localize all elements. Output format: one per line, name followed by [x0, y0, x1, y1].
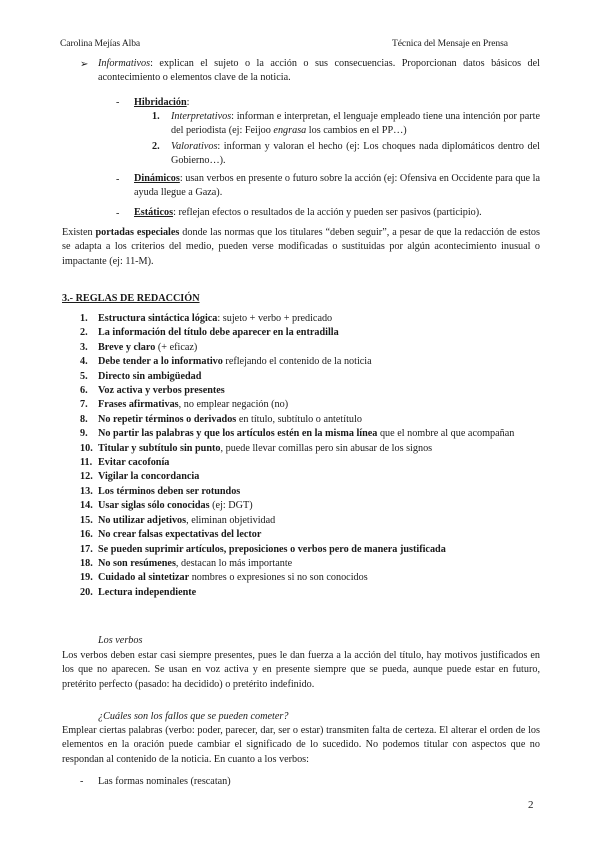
fallos-heading: ¿Cuáles son los fallos que se pueden cometer?: [98, 711, 289, 722]
estaticos-paragraph: [134, 206, 540, 220]
item-number: 2.: [152, 140, 160, 152]
item-term: Interpretativos: [171, 111, 232, 122]
fallos-paragraph: Emplear ciertas palabras (verbo: poder, parecer, dar, ser o estar) transmiten falta de certeza. El alterar el orden de los elementos en la oración puede cambiar el significado de lo sucedido. No podemos titular con aspectos que no respondan al contenido de la noticia. En cuanto a los verbos:: [62, 725, 540, 765]
item-number: 1.: [152, 111, 160, 122]
rule-number: 13.: [80, 485, 93, 497]
rule-item: [80, 312, 540, 326]
item-text: : informan e interpretan, el lenguaje empleado tiene una intención por parte del periodista (ej: Feijoo: [171, 111, 540, 137]
rule-item: [80, 586, 540, 600]
item-emphasis: engrasa: [273, 125, 307, 137]
hibridacion-dash: -: [116, 97, 120, 108]
rule-detail: , puede llevar comillas pero sin abusar de los signos: [220, 442, 433, 454]
rule-title: Estructura sintáctica lógica: [98, 313, 218, 324]
rule-title: Breve y claro: [98, 341, 156, 353]
rule-item: [80, 326, 540, 340]
rule-item: [80, 514, 540, 528]
header-author: Carolina Mejías Alba: [60, 38, 141, 49]
rule-item: [80, 370, 540, 384]
rule-number: 9.: [80, 428, 88, 440]
rule-number: 20.: [80, 586, 93, 598]
item-text: : informan y valoran el hecho (ej: Los choques nada diplomáticos dentro del Gobierno…).: [171, 140, 540, 167]
rule-title: Debe tender a lo informativo: [98, 356, 223, 368]
rule-detail: en título, subtítulo o antetítulo: [236, 413, 362, 425]
rule-title: Voz activa y verbos presentes: [98, 385, 225, 397]
rule-item: [80, 571, 540, 585]
rule-item: [80, 456, 540, 470]
informativos-text: : explican el sujeto o la acción o sus consecuencias. Proporcionan datos básicos del acontecimiento o elementos clave de la noticia.: [98, 58, 540, 84]
dinamicos-term: Dinámicos: [134, 173, 180, 184]
fallos-item: Las formas nominales (rescatan): [98, 776, 231, 787]
rule-detail: (ej: DGT): [209, 500, 253, 512]
rules-list: [80, 312, 540, 600]
rule-item: [80, 398, 540, 412]
rule-number: 19.: [80, 572, 93, 584]
rule-detail: : sujeto + verbo + predicado: [217, 313, 333, 324]
rule-detail: , destacan lo más importante: [175, 557, 293, 569]
portadas-term: portadas especiales: [95, 227, 180, 238]
rule-title: Usar siglas sólo conocidas: [98, 500, 210, 512]
rule-title: Frases afirmativas: [98, 399, 179, 411]
rule-number: 11.: [80, 457, 93, 469]
rule-item: [80, 384, 540, 398]
verbos-paragraph: Los verbos deben estar casi siempre presentes, pues le dan fuerza a la acción del título, hay motivos justificados en los que no aparecen. Se usan en voz activa y en presente siempre que se pueda, aunque puede estar en futuro, pretérito perfecto (pasado: ha decidido) o pretérito indefinido.: [62, 650, 540, 690]
rule-item: [80, 355, 540, 369]
dinamicos-paragraph: [134, 172, 540, 201]
rule-item: [80, 470, 540, 484]
item-text-end: los cambios en el PP…): [306, 125, 407, 137]
rule-item: [80, 485, 540, 499]
portadas-paragraph: [62, 226, 540, 269]
rule-title: No utilizar adjetivos: [98, 514, 187, 526]
rule-detail: nombres o expresiones si no son conocidos: [189, 572, 368, 584]
estaticos-text: : reflejan efectos o resultados de la acción y pueden ser pasivos (participio).: [173, 207, 482, 218]
rule-title: Vigilar la concordancia: [98, 471, 200, 483]
arrow-bullet-icon: ➢: [80, 59, 89, 70]
header-course: Técnica del Mensaje en Prensa: [392, 38, 508, 49]
section-title: 3.- REGLAS DE REDACCIÓN: [62, 293, 200, 304]
rule-number: 12.: [80, 471, 93, 483]
rule-number: 7.: [80, 399, 88, 411]
rule-detail: , no emplear negación (no): [178, 399, 289, 411]
rule-title: No partir las palabras y que los artículos estén en la misma línea: [98, 428, 378, 440]
rule-number: 1.: [80, 313, 88, 324]
rule-number: 2.: [80, 327, 88, 339]
estaticos-term: Estáticos: [134, 207, 174, 218]
rule-title: Titular y subtítulo sin punto: [98, 442, 221, 454]
rule-number: 17.: [80, 543, 93, 555]
estaticos-dash: -: [116, 208, 120, 219]
hibridacion-item: [152, 140, 540, 169]
rule-item: [80, 442, 540, 456]
rule-detail: , eliminan objetividad: [186, 514, 276, 526]
hibridacion-heading: [134, 96, 190, 110]
rule-detail: (+ eficaz): [155, 341, 198, 353]
informativos-paragraph: [98, 57, 540, 86]
rule-number: 6.: [80, 385, 88, 397]
rule-title: Directo sin ambigüedad: [98, 370, 202, 382]
verbos-heading: Los verbos: [98, 635, 143, 646]
hibridacion-colon: :: [186, 97, 190, 108]
rule-title: Evitar cacofonía: [98, 457, 170, 469]
informativos-term: Informativos: [98, 58, 151, 69]
rule-number: 8.: [80, 413, 88, 425]
rule-number: 14.: [80, 500, 93, 512]
hibridacion-term: Hibridación: [134, 97, 187, 108]
rule-item: [80, 543, 540, 557]
rule-number: 4.: [80, 356, 88, 368]
portadas-pre: Existen: [62, 227, 96, 238]
rule-item: [80, 341, 540, 355]
rule-detail: reflejando el contenido de la noticia: [222, 356, 372, 368]
rule-item: [80, 413, 540, 427]
hibridacion-item: [152, 110, 540, 139]
fallos-dash: -: [80, 776, 84, 787]
rule-number: 15.: [80, 514, 93, 526]
portadas-text: donde las normas que los titulares “deben seguir”, a pesar de que la redacción de estos se adapta a los criterios del medio, pueden verse modificadas o sustituidas por algún acontecimiento inusual o impactante (ej: 11-M).: [62, 227, 540, 267]
rule-number: 5.: [80, 370, 88, 382]
rule-title: No crear falsas expectativas del lector: [98, 529, 262, 541]
rule-title: Los términos deben ser rotundos: [98, 485, 241, 497]
hibridacion-list: [152, 110, 540, 169]
rule-item: [80, 528, 540, 542]
rule-title: Se pueden suprimir artículos, preposiciones o verbos pero de manera justificada: [98, 543, 446, 555]
rule-number: 3.: [80, 341, 88, 353]
rule-title: Lectura independiente: [98, 586, 197, 598]
item-term: Valorativos: [171, 140, 218, 152]
rule-item: [80, 499, 540, 513]
rule-title: No son resúmenes: [98, 557, 176, 569]
rule-detail: que el nombre al que acompañan: [377, 428, 515, 440]
rule-item: [80, 427, 540, 441]
rule-number: 16.: [80, 529, 93, 541]
rule-title: La información del título debe aparecer en la entradilla: [98, 327, 339, 339]
rule-item: [80, 557, 540, 571]
page-number: 2: [528, 799, 534, 811]
rule-title: Cuidado al sintetizar: [98, 572, 190, 584]
rule-title: No repetir términos o derivados: [98, 413, 237, 425]
dinamicos-dash: -: [116, 174, 120, 185]
rule-number: 10.: [80, 442, 93, 454]
rule-number: 18.: [80, 557, 93, 569]
dinamicos-text: : usan verbos en presente o futuro sobre la acción (ej: Ofensiva en Occidente para que la ayuda llegue a Gaza).: [134, 173, 540, 199]
